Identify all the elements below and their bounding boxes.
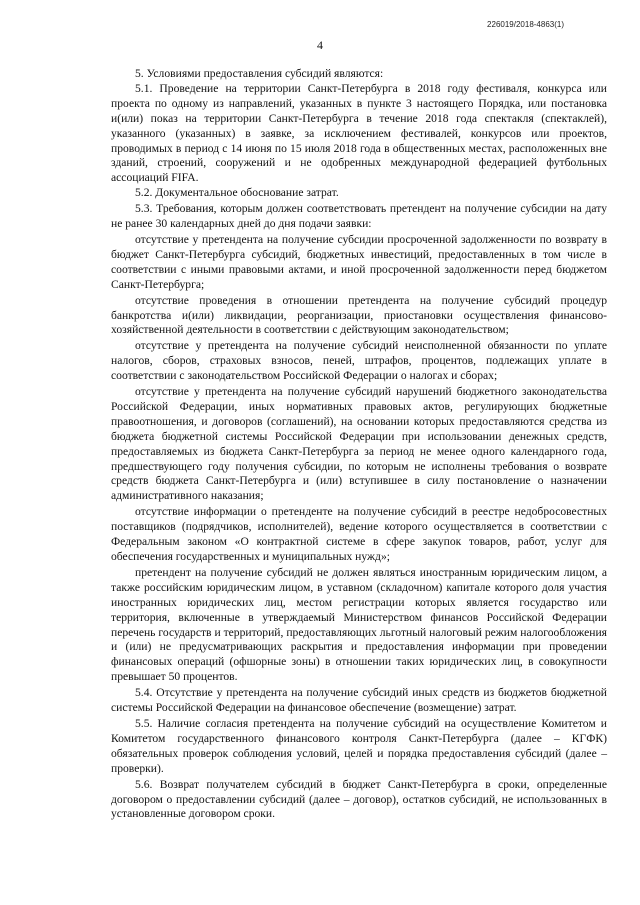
requirement-no-bankruptcy: отсутствие проведения в отношении претендента на получение субсидий процедур банкротства и(или) ликвидации, реорганизации, приостановки осуществления финансово-хозяйственной деятельности в соответствии с действующим законодательством;: [111, 293, 607, 337]
paragraph-5-5: 5.5. Наличие согласия претендента на получение субсидий на осуществление Комитетом и Комитетом государственного финансового контроля Санкт-Петербурга (далее – КГФК) обязательных проверок соблюдения условий, целей и порядка предоставления субсидий (далее – проверки).: [111, 716, 607, 775]
requirement-not-foreign-entity: претендент на получение субсидий не должен являться иностранным юридическим лицом, а также российским юридическим лицом, в уставном (складочном) капитале которого доля участия иностранных юридических лиц, местом регистрации которых является государство или территория, включенные в утверждаемый Министерством финансов Российской Федерации перечень государств и территорий, предоставляющих льготный налоговый режим налогообложения и (или) не предусматривающих раскрытия и предоставления информации при проведении финансовых операций (офшорные зоны) в отношении таких юридических лиц, в совокупности превышает 50 процентов.: [111, 565, 607, 684]
page-number: 4: [317, 38, 323, 52]
paragraph-5-3: 5.3. Требования, которым должен соответствовать претендент на получение субсидии на дату не ранее 30 календарных дней до дня подачи заявки:: [111, 202, 607, 231]
paragraph-5-6: 5.6. Возврат получателем субсидий в бюджет Санкт-Петербурга в сроки, определенные договором о предоставлении субсидий (далее – договор), остатков субсидий, не использованных в установленные договором сроки.: [111, 777, 607, 821]
document-id: 226019/2018-4863(1): [487, 20, 564, 29]
requirement-no-tax-debt: отсутствие у претендента на получение субсидий неисполненной обязанности по уплате налогов, сборов, страховых взносов, пеней, штрафов, процентов, подлежащих уплате в соответствии с законодательством Российской Федерации о налогах и сборах;: [111, 339, 607, 383]
paragraph-5-heading: 5. Условиями предоставления субсидий являются:: [135, 67, 384, 80]
document-body: [111, 67, 607, 822]
paragraph-5-2: 5.2. Документальное обоснование затрат.: [135, 186, 339, 200]
paragraph-5-4: 5.4. Отсутствие у претендента на получение субсидий иных средств из бюджетов бюджетной системы Российской Федерации на финансовое обеспечение (возмещение) затрат.: [111, 686, 607, 715]
paragraph-5-1: 5.1. Проведение на территории Санкт-Петербурга в 2018 году фестиваля, конкурса или проекта по одному из направлений, указанных в пункте 3 настоящего Порядка, или постановка и(или) показ на территории Санкт-Петербурга в течение 2018 года спектакля (спектаклей), указанного (указанных) в заявке, за исключением фестивалей, конкурсов или проектов, проводимых в период с 14 июня по 15 июля 2018 года в общественных местах, расположенных вне зданий, строений, сооружений и не одобренных международной федерацией футбольных ассоциаций FIFA.: [111, 81, 607, 185]
requirement-no-overdue-debt: отсутствие у претендента на получение субсидии просроченной задолженности по возврату в бюджет Санкт-Петербурга субсидий, бюджетных инвестиций, предоставленных в том числе в соответствии с иными правовыми актами, и иной просроченной задолженности перед бюджетом Санкт-Петербурга;: [111, 232, 607, 291]
requirement-not-in-registry: отсутствие информации о претенденте на получение субсидий в реестре недобросовестных поставщиков (подрядчиков, исполнителей), ведение которого осуществляется в соответствии с Федеральным законом «О контрактной системе в сфере закупок товаров, работ, услуг для обеспечения государственных и муниципальных нужд»;: [111, 505, 607, 563]
requirement-no-budget-violations: отсутствие у претендента на получение субсидий нарушений бюджетного законодательства Российской Федерации, иных нормативных правовых актов, регулирующих бюджетные правоотношения, и договоров (соглашений), на основании которых предоставляются средства из бюджета бюджетной системы Российской Федерации при использовании денежных средств, предоставляемых из бюджета Санкт-Петербурга за период не менее одного календарного года, предшествующего году получения субсидии, по которым не исполнены требования о возврате средств бюджета Санкт-Петербурга и (или) вступившее в силу постановление о назначении административного наказания;: [111, 385, 607, 503]
